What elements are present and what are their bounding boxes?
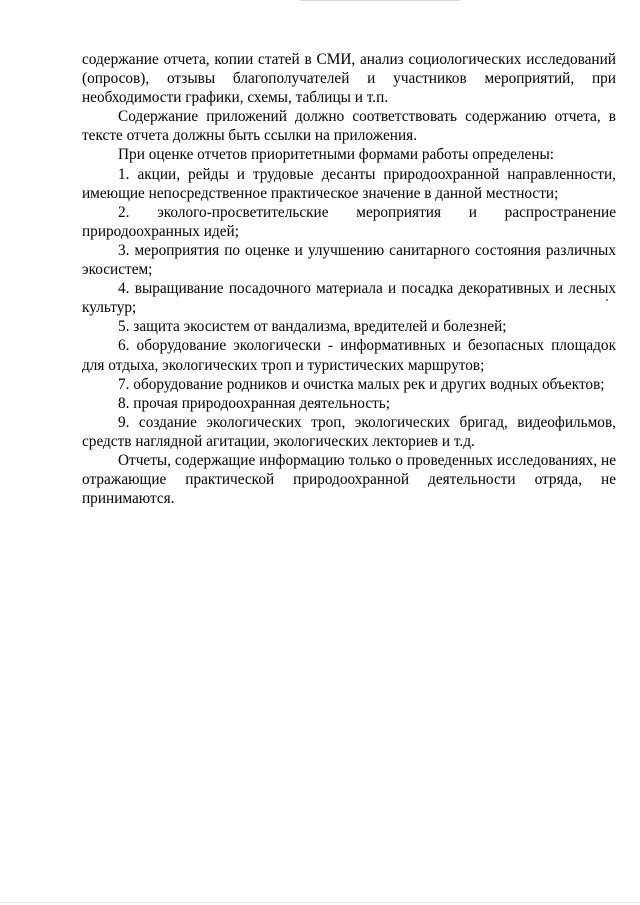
scan-speck xyxy=(606,299,608,301)
list-item: 5. защита экосистем от вандализма, вредителей и болезней; xyxy=(118,318,507,336)
list-item: 7. оборудование родников и очистка малых рек и других водных объектов; xyxy=(118,375,605,393)
list-item: 9. создание экологических троп, экологических бригад, видеофильмов, средств наглядной агитации, экологических лекториев и т.д. xyxy=(82,413,616,450)
scan-edge-bottom xyxy=(0,902,640,903)
list-item: 1. акции, рейды и трудовые десанты природоохранной направленности, имеющие непосредственное практическое значение в данной местности; xyxy=(82,165,616,202)
scan-edge-top xyxy=(300,0,460,1)
priority-intro-paragraph: При оценке отчетов приоритетными формами работы определены: xyxy=(118,146,555,164)
closing-paragraph: Отчеты, содержащие информацию только о проведенных исследованиях, не отражающие практической природоохранной деятельности отряда, не принимаются. xyxy=(82,451,616,508)
appendix-paragraph: Содержание приложений должно соответствовать содержанию отчета, в тексте отчета должны быть ссылки на приложения. xyxy=(82,108,616,145)
intro-paragraph: содержание отчета, копии статей в СМИ, анализ социологических исследований (опросов), отзывы благополучателей и участников мероприятий, при необходимости графики, схемы, таблицы и т.п. xyxy=(82,51,616,107)
list-item: 4. выращивание посадочного материала и посадка декоративных и лесных культур; xyxy=(82,280,616,317)
list-item: 3. мероприятия по оценке и улучшению санитарного состояния различных экосистем; xyxy=(82,241,616,279)
list-item: 8. прочая природоохранная деятельность; xyxy=(118,394,391,412)
list-item: 2. эколого-просветительские мероприятия и распространение природоохранных идей; xyxy=(82,203,616,240)
document-body xyxy=(82,50,616,508)
list-item: 6. оборудование экологически - информативных и безопасных площадок для отдыха, экологических троп и туристических маршрутов; xyxy=(82,337,616,374)
